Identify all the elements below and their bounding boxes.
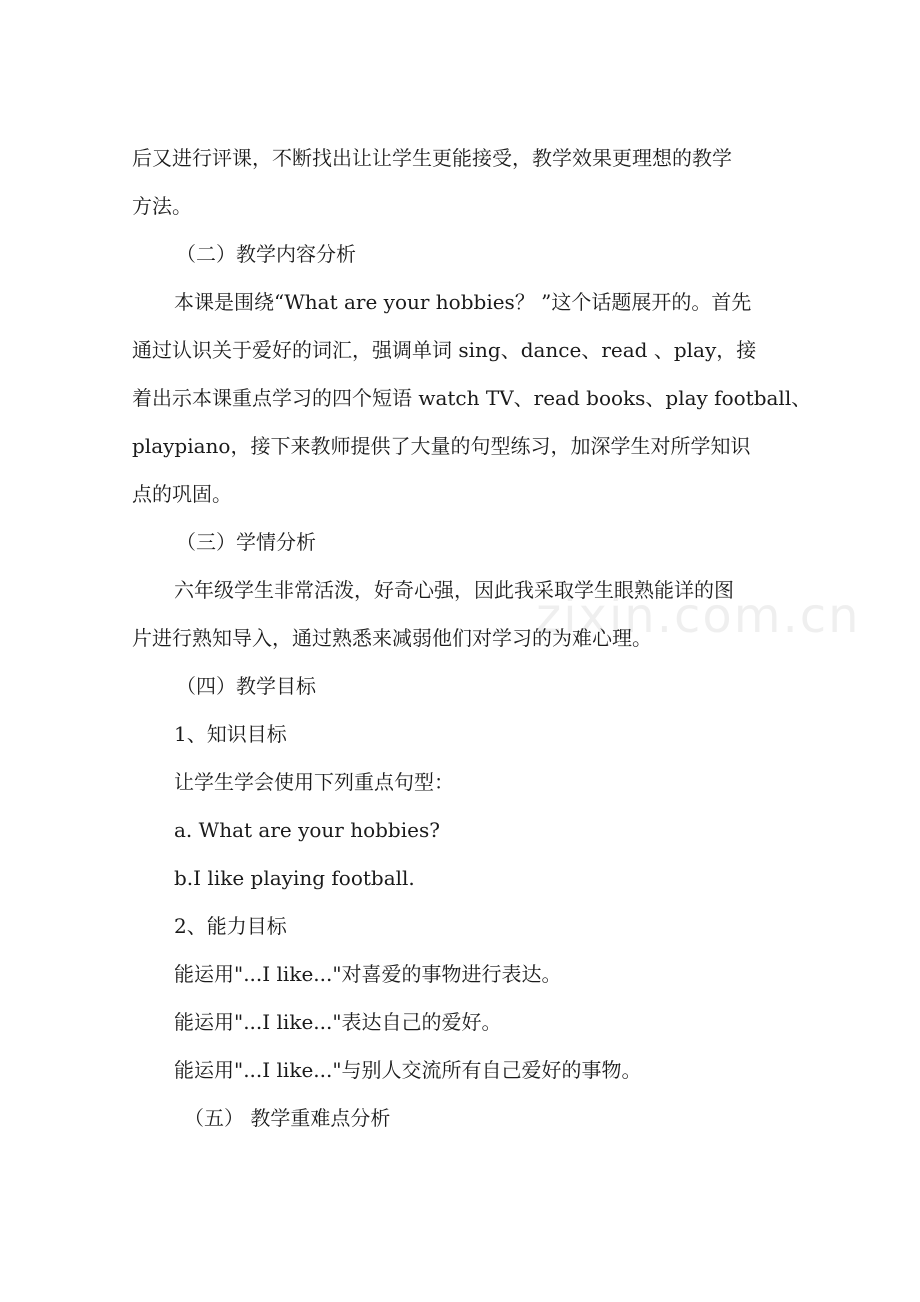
- paragraph-line: 点的巩固。: [132, 482, 232, 506]
- paragraph-line: 六年级学生非常活泼，好奇心强，因此我采取学生眼熟能详的图: [174, 578, 734, 602]
- section-heading-student-analysis: （三）学情分析: [176, 530, 316, 554]
- paragraph-line: 通过认识关于爱好的词汇，强调单词 sing、dance、read 、play，接: [132, 338, 757, 362]
- sentence-pattern-a: a. What are your hobbies?: [174, 818, 440, 842]
- section-heading-content-analysis: （二）教学内容分析: [176, 242, 356, 266]
- paragraph-line: playpiano，接下来教师提供了大量的句型练习，加深学生对所学知识: [132, 434, 751, 458]
- paragraph-line: 后又进行评课，不断找出让让学生更能接受，教学效果更理想的教学: [132, 146, 732, 170]
- subheading-ability-goal: 2、能力目标: [174, 914, 287, 938]
- section-heading-teaching-goals: （四）教学目标: [176, 674, 316, 698]
- watermark: zixin.com.cn: [536, 588, 861, 644]
- subheading-knowledge-goal: 1、知识目标: [174, 722, 287, 746]
- paragraph-line: 片进行熟知导入，通过熟悉来减弱他们对学习的为难心理。: [132, 626, 652, 650]
- sentence-pattern-b: b.I like playing football.: [174, 866, 415, 890]
- section-heading-key-points: （五） 教学重难点分析: [184, 1106, 391, 1130]
- paragraph-line: 着出示本课重点学习的四个短语 watch TV、read books、play football、: [132, 386, 812, 410]
- paragraph-line: 让学生学会使用下列重点句型：: [174, 770, 454, 794]
- paragraph-line: 能运用"...I like..."表达自己的爱好。: [174, 1010, 502, 1034]
- document-body: [132, 134, 812, 1142]
- paragraph-line: 方法。: [132, 194, 192, 218]
- paragraph-line: 能运用"...I like..."对喜爱的事物进行表达。: [174, 962, 562, 986]
- paragraph-line: 本课是围绕“What are your hobbies？ ”这个话题展开的。首先: [174, 290, 752, 314]
- paragraph-line: 能运用"...I like..."与别人交流所有自己爱好的事物。: [174, 1058, 642, 1082]
